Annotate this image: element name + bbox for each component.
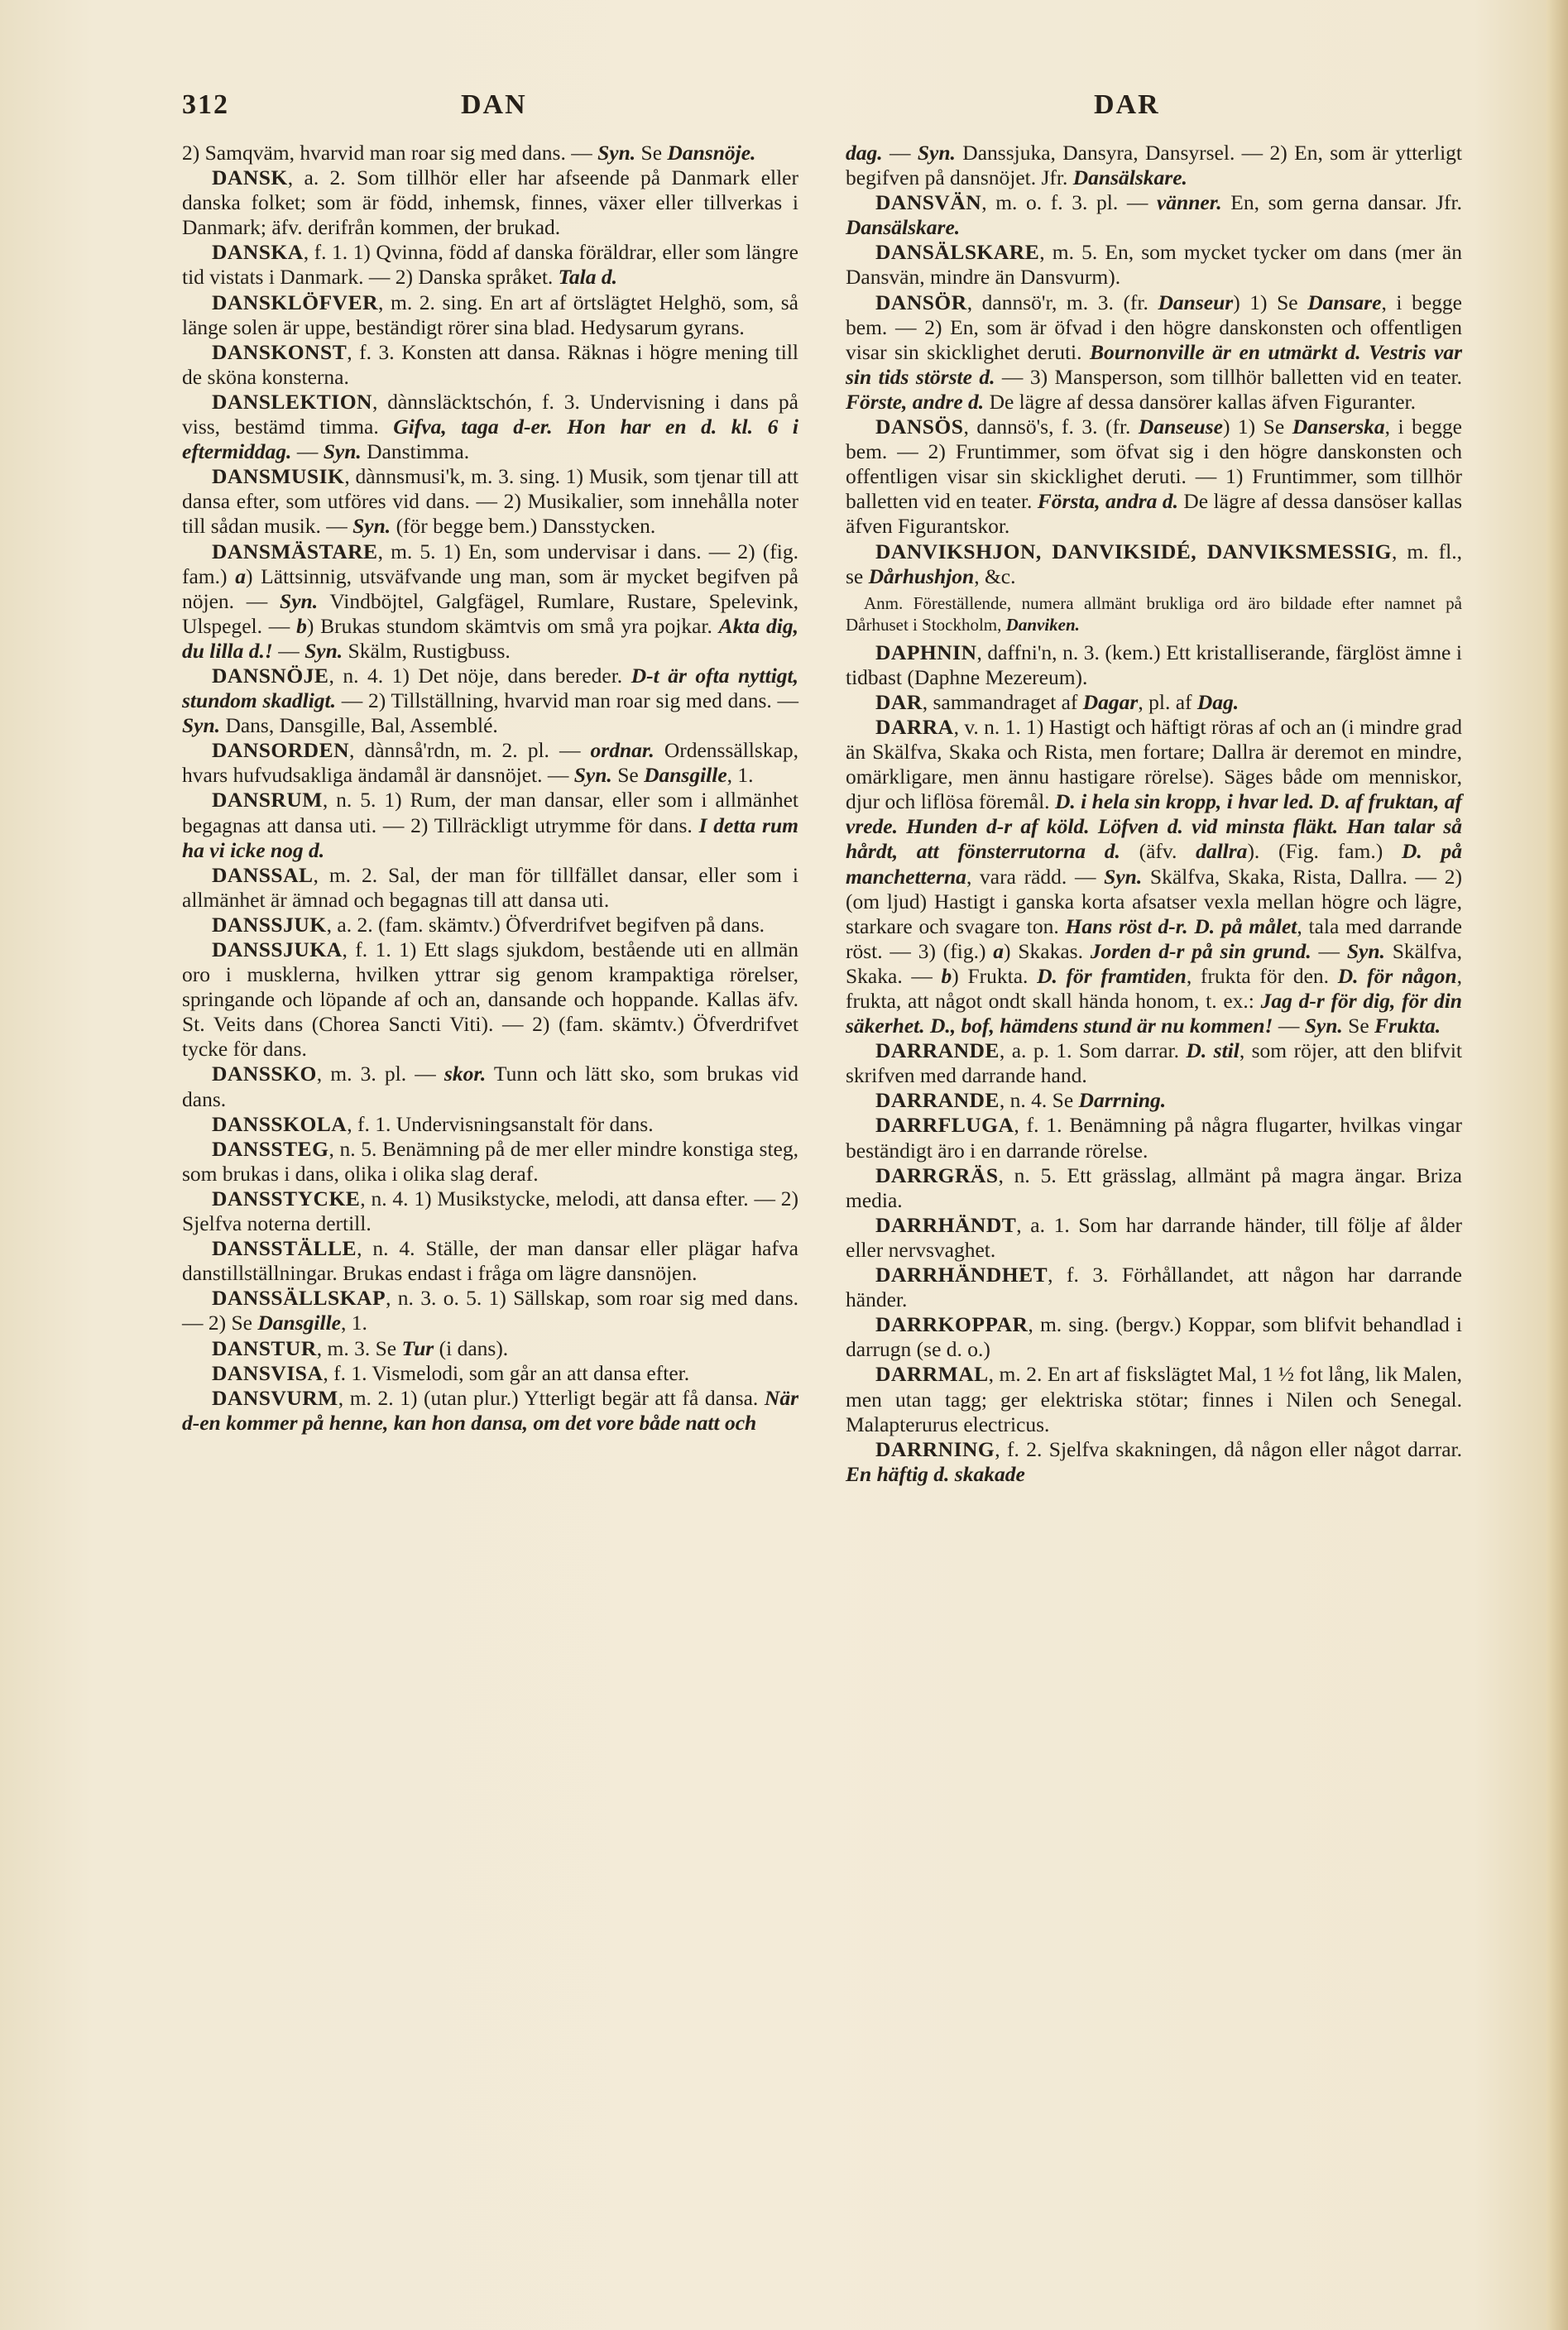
example-text: dallra (1196, 839, 1248, 864)
headword: DANSMÄSTARE (212, 539, 378, 563)
entry-text: , frukta, att något ondt skall hända honom, t. ex.: (846, 963, 1462, 1013)
entry-text: — (291, 439, 324, 464)
entry-text: De lägre af dessa dansörer kallas äfven Figuranter. (984, 389, 1417, 414)
example-text: Förste, andre d. (846, 389, 985, 414)
dictionary-entry (846, 640, 1462, 690)
entry-text: , a. p. 1. Som darrar. (999, 1038, 1187, 1063)
example-text: Darrning. (1078, 1088, 1167, 1113)
continued-entry (182, 141, 798, 165)
entry-text: , tala med darrande röst. — 3) (fig.) (846, 913, 1462, 963)
entry-text: , som röjer, att den blifvit skrifven med darrande hand. (846, 1038, 1462, 1088)
page-number: 312 (182, 89, 229, 120)
entry-text: (för begge bem.) Dansstycken. (391, 514, 656, 539)
example-text: D. på manchetterna (846, 839, 1462, 889)
headword: DANSÖS (875, 415, 964, 439)
headword: DARRNING (875, 1436, 995, 1461)
continued-entry (846, 141, 1462, 190)
example-text: a (235, 563, 246, 588)
entry-text: Danssjuka, Dansyra, Dansyrsel. — 2) En, som är ytterligt begifven på dansnöjet. Jfr. (846, 141, 1463, 190)
headword: DANVIKSHJON, DANVIKSIDÉ, DANVIKSMESSIG (875, 539, 1393, 563)
entry-text: , f. 1. 1) Ett slags sjukdom, bestående uti en allmän oro i musklerna, hvilken yttrar sig genom krampaktiga rörelser, springande och löpande af och an, dansande och hoppande. Kallas äfv. St. Veits dans (Chorea Sancti Viti). — 2) (fam. skämtv.) Öfverdrifvet tycke för dans. (182, 937, 798, 1062)
headword: DANSK (212, 165, 288, 190)
synonym-label: Syn. (1346, 938, 1385, 963)
left-guide-word: DAN (461, 89, 527, 120)
headword: DANSKA (212, 240, 304, 265)
headword: DANSRUM (212, 788, 323, 813)
example-text: D-t är ofta nyttigt, stundom skadligt. (182, 663, 798, 713)
entry-text: , m. 2. sing. En art af örtslägtet Helghö, som, så länge solen är uppe, beständigt rörer sina blad. Hedysarum gyrans. (182, 290, 798, 339)
entry-text: ) Brukas stundom skämtvis om små yra pojkar. (306, 613, 719, 638)
example-text: När d-en kommer på henne, kan hon dansa, om det vore både natt och (182, 1385, 798, 1435)
headword: DARRA (875, 714, 954, 739)
headword: DARRFLUGA (875, 1113, 1014, 1138)
entry-text: , v. n. 1. 1) Hastigt och häftigt röras af och an (i mindre grad än Skälfva, Skaka och Rista, men fortare; Dallra är deremot en mindre, omärkligare, men ännu hastigare rörelse). Säges både om menniskor, djur och liflösa föremål. (846, 714, 1462, 814)
dictionary-entry (846, 415, 1462, 539)
entry-text: Ordenssällskap, hvars hufvudsakliga ändamål är dansnöjet. — (182, 738, 798, 788)
dictionary-entry (182, 788, 798, 862)
headword: DANSVISA (212, 1360, 324, 1385)
dictionary-entry (182, 340, 798, 390)
dictionary-entry (182, 1361, 798, 1386)
headword: DARRMAL (875, 1362, 989, 1387)
dictionary-entry (182, 937, 798, 1062)
dictionary-entry (182, 240, 798, 290)
example-text: I detta rum ha vi icke nog d. (182, 813, 798, 862)
example-text: D. för någon (1337, 963, 1457, 988)
synonym-label: Syn. (352, 514, 391, 539)
dictionary-entry (182, 290, 798, 340)
example-text: Dagar (1082, 689, 1139, 714)
example-text: Tur (401, 1335, 434, 1360)
dictionary-entry (182, 1386, 798, 1436)
headword: DARRHÄNDT (875, 1212, 1017, 1237)
headword: DANSSKO (212, 1062, 317, 1086)
example-text: Dansälskare. (846, 215, 961, 240)
entry-text: , i begge bem. — 2) En, som är öfvad i den högre danskonsten och offentligen visar sin skicklighet deruti. (846, 290, 1462, 364)
entry-text: , f. 1. Benämning på några flugarter, hvilkas vingar beständigt äro i en darrande rörelse. (846, 1113, 1462, 1163)
headword: DANSMUSIK (212, 464, 345, 489)
entry-text: , dannsö'r, m. 3. (fr. (966, 290, 1158, 314)
entry-text: , frukta för den. (1186, 963, 1338, 988)
entry-text: Skälfva, Skaka, Rista, Dallra. — 2) (om ljud) Hastigt i ganska korta afsatser vexla mellan högre och lägre, starkare och svagare ton. (846, 864, 1462, 938)
dictionary-entry (846, 715, 1462, 1038)
dictionary-entry (182, 863, 798, 913)
example-text: Danseuse (1138, 415, 1223, 439)
headword: DARRKOPPAR (875, 1312, 1029, 1337)
entry-text: , m. 3. pl. — (316, 1062, 444, 1086)
example-text: b (296, 613, 307, 638)
dictionary-entry (846, 539, 1462, 589)
entry-text: — (1273, 1014, 1305, 1038)
headword: DANSSJUK (212, 912, 327, 937)
entry-text: Se (611, 763, 645, 788)
example-text: Första, andra d. (1037, 489, 1178, 514)
headword: DARRGRÄS (875, 1163, 999, 1187)
entry-text: (i dans). (434, 1335, 509, 1360)
entry-text: , m. o. f. 3. pl. — (981, 190, 1157, 215)
example-text: skor. (444, 1062, 487, 1086)
entry-text: , f. 1. 1) Qvinna, född af danska föräldrar, eller som längre tid vistats i Danmark. — 2) Danska språket. (182, 240, 798, 290)
dictionary-entry (846, 190, 1462, 240)
headword: DANSVURM (212, 1385, 338, 1410)
entry-text: (äfv. (1120, 839, 1196, 864)
dictionary-entry (846, 240, 1462, 290)
page-edge (1546, 0, 1568, 2330)
dictionary-entry (846, 1163, 1462, 1213)
headword: DARRHÄNDHET (875, 1263, 1048, 1287)
left-column (182, 141, 798, 1436)
entry-text: , n. 4. Ställe, der man dansar eller plägar hafva danstillställningar. Brukas endast i fråga om lägre dansnöjen. (182, 1236, 798, 1286)
entry-text: , dànnsläcktschón, f. 3. Undervisning i dans på viss, bestämd timma. (182, 389, 798, 439)
example-text: D. i hela sin kropp, i hvar led. D. af fruktan, af vrede. Hunden d-r af köld. Löfven d. vid minsta fläkt. Han talar så hårdt, att fönsterrutorna d. (846, 789, 1462, 864)
entry-text: Se (635, 141, 668, 165)
example-text: Dansgille (257, 1311, 341, 1335)
entry-text: , n. 4. Se (999, 1088, 1079, 1113)
entry-text: , a. 2. Som tillhör eller har afseende på Danmark eller danska folket; som är född, inhemsk, finnes, växer eller tillverkas i Danmark; äfv. derifrån kommen, der brukad. (182, 165, 798, 240)
entry-text: , dànnsmusi'k, m. 3. sing. 1) Musik, som tjenar till att dansa efter, som utföres vid dans. — 2) Musikalier, som innehålla noter till sådan musik. — (182, 464, 798, 539)
entry-text: , m. 2. En art af fiskslägtet Mal, 1 ½ fot lång, lik Malen, men utan tagg; ger elektriska stötar; finnes i Nilen och Senegal. Malapterurus electricus. (846, 1362, 1462, 1436)
entry-text: , m. 3. Se (316, 1335, 402, 1360)
synonym-label: Syn. (280, 588, 319, 613)
entry-text: Skälfva, Skaka. — (846, 938, 1462, 988)
dictionary-entry (182, 1236, 798, 1286)
dictionary-entry (182, 1187, 798, 1236)
example-text: Tala d. (558, 265, 617, 290)
entry-text: ) Lättsinnig, utsväfvande ung man, som är mycket begifven på nöjen. — (182, 563, 798, 613)
headword: DANSSTEG (212, 1136, 329, 1161)
dictionary-entry (846, 1213, 1462, 1263)
dictionary-entry (182, 165, 798, 240)
right-column (846, 141, 1462, 1487)
headword: DANSKLÖFVER (212, 290, 379, 314)
entry-text: ) 1) Se (1222, 415, 1292, 439)
entry-text: , f. 3. Konsten att dansa. Räknas i högre mening till de sköna konsterna. (182, 339, 798, 389)
synonym-label: Syn. (304, 638, 343, 663)
example-text: Danseur (1158, 290, 1234, 314)
synonym-label: Syn. (573, 763, 612, 788)
entry-text: , pl. af (1138, 689, 1197, 714)
entry-text: , f. 2. Sjelfva skakningen, då någon eller något darrar. (995, 1436, 1462, 1461)
entry-text: , dannsö's, f. 3. (fr. (963, 415, 1139, 439)
entry-text: , n. 4. 1) Musikstycke, melodi, att dansa efter. — 2) Sjelfva noterna dertill. (182, 1186, 798, 1236)
dictionary-entry (846, 1437, 1462, 1487)
entry-text: Vindböjtel, Galgfägel, Rumlare, Rustare, Spelevink, Ulspegel. — (182, 588, 798, 638)
entry-text: , 1. (726, 763, 754, 788)
dictionary-entry (846, 1362, 1462, 1436)
dictionary-entry (846, 1312, 1462, 1362)
dictionary-entry (182, 913, 798, 937)
dictionary-entry (182, 738, 798, 788)
example-text: Dansgille (644, 763, 727, 788)
dictionary-entry (846, 290, 1462, 415)
headword: DANSSJUKA (212, 937, 343, 961)
entry-text: Se (1342, 1014, 1375, 1038)
example-text: Danviken. (1005, 614, 1080, 635)
entry-text: ) Skakas. (1004, 938, 1091, 963)
entry-text: , m. 5. En, som mycket tycker om dans (mer än Dansvän, mindre än Dansvurm). (846, 240, 1462, 290)
entry-text: , sammandraget af (922, 689, 1083, 714)
entry-text: 2) Samqväm, hvarvid man roar sig med dans. — (182, 141, 598, 165)
entry-text: Tunn och lätt sko, som brukas vid dans. (182, 1062, 798, 1111)
entry-text: , i begge bem. — 2) Fruntimmer, som öfvat sig i den högre danskonsten och offentligen visar sin skicklighet deruti. — 1) Fruntimmer, som tillhör balletten vid en teater. (846, 415, 1462, 514)
entry-text: , f. 3. Förhållandet, att någon har darrande händer. (846, 1263, 1462, 1312)
headword: DAR (875, 689, 923, 714)
headword: DANSSÄLLSKAP (212, 1286, 386, 1311)
dictionary-entry (182, 1137, 798, 1187)
headword: DANSSTYCKE (212, 1186, 361, 1211)
synonym-label: Syn. (323, 439, 362, 464)
entry-text: , a. 1. Som har darrande händer, till följe af ålder eller nervsvaghet. (846, 1212, 1462, 1262)
example-text: Danserska (1292, 415, 1385, 439)
headword: DANSSTÄLLE (212, 1236, 357, 1261)
entry-text: , m. fl., se (846, 539, 1462, 588)
dictionary-entry (182, 1112, 798, 1137)
entry-text: , m. sing. (bergv.) Koppar, som blifvit behandlad i darrugn (se d. o.) (846, 1312, 1462, 1362)
entry-text: Anm. Föreställende, numera allmänt brukliga ord äro bildade efter namnet på Dårhuset i Stockholm, (846, 592, 1462, 635)
headword: DANSVÄN (875, 190, 982, 215)
headword: DAPHNIN (875, 640, 977, 664)
entry-text: — (1311, 938, 1347, 963)
dictionary-entry (182, 664, 798, 738)
entry-text: , 1. (340, 1311, 367, 1335)
entry-text: De lägre af dessa dansöser kallas äfven Figurantskor. (846, 489, 1463, 539)
entry-text: ) 1) Se (1233, 290, 1308, 314)
entry-text: , m. 2. Sal, der man för tillfället dansar, eller som i allmänhet är ämnad och begagnas till att dansa uti. (182, 862, 798, 912)
example-text: a (993, 938, 1005, 963)
headword: DARRANDE (875, 1088, 1000, 1113)
entry-text: ) Frukta. (952, 963, 1038, 988)
synonym-label: Syn. (597, 141, 636, 165)
entry-text: , a. 2. (fam. skämtv.) Öfverdrifvet begifven på dans. (326, 912, 765, 937)
right-guide-word: DAR (1094, 89, 1160, 120)
headword: DANSÄLSKARE (875, 240, 1040, 265)
dictionary-entry (182, 1062, 798, 1111)
example-text: Dårhushjon (868, 563, 975, 588)
example-text: Gifva, taga d-er. Hon har en d. kl. 6 i eftermiddag. (182, 415, 798, 464)
headword: DANSLEKTION (212, 389, 372, 414)
headword: DANSÖR (875, 290, 967, 314)
dictionary-entry (846, 690, 1462, 715)
headword: DANSTUR (212, 1335, 317, 1360)
synonym-label: Syn. (1104, 864, 1143, 889)
note (846, 592, 1462, 635)
example-text: Jag d-r för dig, för din säkerhet. D., bof, hämdens stund är nu kommen! (846, 989, 1462, 1038)
dictionary-entry (846, 1113, 1462, 1163)
example-text: Dansälskare. (1072, 165, 1187, 190)
dictionary-entry (846, 1038, 1462, 1088)
headword: DANSORDEN (212, 738, 350, 763)
entry-text: — 2) Tillställning, hvarvid man roar sig med dans. — (336, 688, 798, 713)
headword: DARRANDE (875, 1038, 1000, 1063)
dictionary-entry (846, 1088, 1462, 1113)
entry-text: — 3) Mansperson, som tillhör balletten vid en teater. (995, 364, 1462, 389)
example-text: D. för framtiden (1037, 963, 1187, 988)
entry-text: , daffni'n, n. 3. (kem.) Ett kristalliserande, färglöst ämne i tidbast (Daphne Mezereum). (846, 640, 1462, 689)
example-text: Dansare (1307, 290, 1382, 314)
entry-text: , n. 5. Benämning på de mer eller mindre konstiga steg, som brukas i dans, olika i olika slag deraf. (182, 1136, 798, 1186)
dictionary-entry (182, 1286, 798, 1335)
dictionary-entry (846, 1263, 1462, 1312)
entry-text: , n. 5. Ett grässlag, allmänt på magra ängar. Briza media. (846, 1163, 1462, 1212)
example-text: Frukta. (1374, 1014, 1441, 1038)
example-text: Hans röst d-r. D. på målet (1065, 913, 1297, 938)
example-text: b (941, 963, 952, 988)
entry-text: En, som gerna dansar. Jfr. (1221, 190, 1462, 215)
example-text: Bournonville är en utmärkt d. Vestris var sin tids störste d. (846, 339, 1462, 389)
synonym-label: Syn. (182, 713, 221, 738)
entry-text: , m. 5. 1) En, som undervisar i dans. — 2) (fig. fam.) (182, 539, 798, 588)
synonym-label: Syn. (1304, 1014, 1343, 1038)
entry-text: , n. 3. o. 5. 1) Sällskap, som roar sig med dans. — 2) Se (182, 1286, 798, 1335)
entry-text: — (882, 141, 918, 165)
headword: DANSSAL (212, 862, 314, 887)
entry-text: , &c. (974, 563, 1016, 588)
example-text: Dansnöje. (667, 141, 756, 165)
example-text: D. stil (1186, 1038, 1240, 1063)
example-text: dag. (846, 141, 883, 165)
example-text: Akta dig, du lilla d.! (182, 613, 798, 663)
entry-text: Skälm, Rustigbuss. (343, 638, 511, 663)
headword: DANSKONST (212, 339, 348, 364)
entry-text: , f. 1. Vismelodi, som går an att dansa efter. (323, 1360, 690, 1385)
entry-text: , n. 4. 1) Det nöje, dans bereder. (328, 663, 631, 688)
dictionary-entry (182, 390, 798, 464)
entry-text: , f. 1. Undervisningsanstalt för dans. (347, 1111, 654, 1136)
entry-text: , dànnså'rdn, m. 2. pl. — (349, 738, 591, 763)
example-text: ordnar. (590, 738, 655, 763)
entry-text: Danstimma. (361, 439, 470, 464)
example-text: Dag. (1196, 689, 1240, 714)
headword: DANSNÖJE (212, 663, 329, 688)
dictionary-entry (182, 1336, 798, 1361)
example-text: Jorden d-r på sin grund. (1090, 938, 1311, 963)
example-text: En häftig d. skakade (846, 1461, 1025, 1486)
synonym-label: Syn. (917, 141, 956, 165)
entry-text: , vara rädd. — (966, 864, 1105, 889)
entry-text: Dans, Dansgille, Bal, Assemblé. (220, 713, 498, 738)
dictionary-entry (182, 539, 798, 664)
entry-text: , n. 5. 1) Rum, der man dansar, eller som i allmänhet begagnas att dansa uti. — 2) Tillräckligt utrymme för dans. (182, 788, 798, 837)
entry-text: ). (Fig. fam.) (1247, 839, 1402, 864)
entry-text: , m. 2. 1) (utan plur.) Ytterligt begär att få dansa. (338, 1385, 765, 1410)
dictionary-entry (182, 464, 798, 539)
entry-text: — (272, 638, 305, 663)
headword: DANSSKOLA (212, 1111, 348, 1136)
example-text: vänner. (1156, 190, 1222, 215)
